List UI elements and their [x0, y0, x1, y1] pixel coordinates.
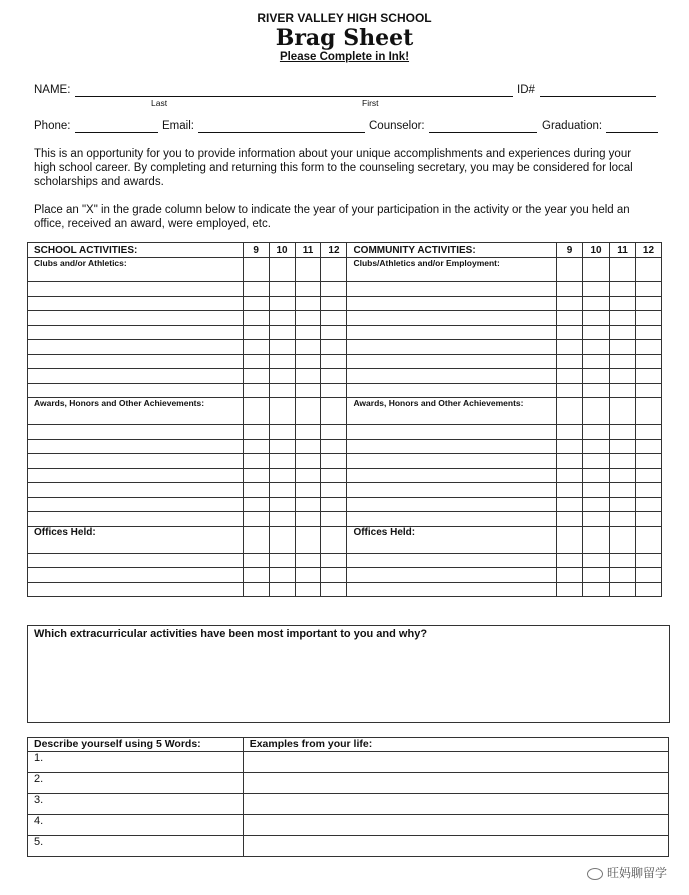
grade-checkbox[interactable]	[635, 582, 661, 597]
grade-checkbox[interactable]	[557, 383, 583, 398]
grade-checkbox[interactable]	[295, 512, 321, 527]
community-activity-cell[interactable]	[347, 568, 557, 583]
grade-checkbox[interactable]	[269, 398, 295, 425]
grade-checkbox[interactable]	[583, 325, 610, 340]
school-activity-cell[interactable]	[28, 512, 244, 527]
school-activity-cell[interactable]	[28, 296, 244, 311]
grade-checkbox[interactable]	[557, 425, 583, 440]
school-activity-cell[interactable]	[28, 425, 244, 440]
grade-checkbox[interactable]	[557, 454, 583, 469]
grade-checkbox[interactable]	[557, 296, 583, 311]
grade-checkbox[interactable]	[583, 282, 610, 297]
grade-checkbox[interactable]	[321, 553, 347, 568]
name-field[interactable]	[75, 96, 513, 97]
grade-checkbox[interactable]	[269, 512, 295, 527]
example-cell[interactable]	[243, 773, 668, 794]
community-activity-cell[interactable]	[347, 383, 557, 398]
school-activity-cell[interactable]	[28, 383, 244, 398]
grade-checkbox[interactable]	[321, 454, 347, 469]
grade-checkbox[interactable]	[269, 582, 295, 597]
graduation-field[interactable]	[606, 132, 658, 133]
counselor-label: Counselor:	[369, 120, 425, 132]
grade-checkbox[interactable]	[243, 468, 269, 483]
grade-checkbox[interactable]	[635, 454, 661, 469]
grade-checkbox[interactable]	[321, 512, 347, 527]
community-activity-cell[interactable]	[347, 296, 557, 311]
subtitle-text: Please Complete in Ink!	[279, 51, 410, 63]
grade-checkbox[interactable]	[635, 483, 661, 498]
grade-checkbox[interactable]	[610, 497, 636, 512]
grade-checkbox[interactable]	[243, 354, 269, 369]
school-activity-cell[interactable]	[28, 468, 244, 483]
grade-checkbox[interactable]	[295, 398, 321, 425]
grade-checkbox[interactable]	[557, 398, 583, 425]
grade-checkbox[interactable]	[243, 369, 269, 384]
grade-checkbox[interactable]	[269, 325, 295, 340]
grade-checkbox[interactable]	[243, 311, 269, 326]
grade-checkbox[interactable]	[583, 425, 610, 440]
grade-checkbox[interactable]	[295, 258, 321, 282]
grade-checkbox[interactable]	[583, 568, 610, 583]
grade-checkbox[interactable]	[610, 512, 636, 527]
community-activity-cell[interactable]: Awards, Honors and Other Achievements:	[347, 398, 557, 425]
school-activity-cell[interactable]	[28, 553, 244, 568]
grade-checkbox[interactable]	[610, 258, 636, 282]
grade-checkbox[interactable]	[635, 258, 661, 282]
email-field[interactable]	[198, 132, 365, 133]
grade-checkbox[interactable]	[243, 512, 269, 527]
grade-checkbox[interactable]	[610, 526, 636, 553]
grade-checkbox[interactable]	[269, 468, 295, 483]
grade-checkbox[interactable]	[635, 468, 661, 483]
word-item[interactable]: 2.	[28, 773, 244, 794]
grade-checkbox[interactable]	[243, 398, 269, 425]
grade-checkbox[interactable]	[583, 582, 610, 597]
grade-checkbox[interactable]	[557, 439, 583, 454]
grade-checkbox[interactable]	[269, 369, 295, 384]
id-label: ID#	[517, 84, 535, 96]
grade-checkbox[interactable]	[269, 354, 295, 369]
community-activity-cell[interactable]	[347, 425, 557, 440]
grade-checkbox[interactable]	[269, 439, 295, 454]
subtitle	[0, 51, 689, 63]
grade-checkbox[interactable]	[321, 369, 347, 384]
grade-header: 12	[635, 243, 661, 258]
school-activity-cell[interactable]	[28, 325, 244, 340]
grade-checkbox[interactable]	[557, 369, 583, 384]
grade-checkbox[interactable]	[269, 483, 295, 498]
grade-checkbox[interactable]	[321, 296, 347, 311]
grade-checkbox[interactable]	[610, 468, 636, 483]
community-activity-cell[interactable]	[347, 582, 557, 597]
grade-checkbox[interactable]	[295, 526, 321, 553]
grade-checkbox[interactable]	[557, 582, 583, 597]
grade-checkbox[interactable]	[243, 340, 269, 355]
grade-checkbox[interactable]	[321, 354, 347, 369]
grade-checkbox[interactable]	[583, 454, 610, 469]
grade-checkbox[interactable]	[610, 398, 636, 425]
word-item[interactable]: 5.	[28, 836, 244, 857]
grade-checkbox[interactable]	[269, 454, 295, 469]
grade-checkbox[interactable]	[583, 526, 610, 553]
grade-checkbox[interactable]	[295, 497, 321, 512]
grade-checkbox[interactable]	[635, 497, 661, 512]
community-activity-cell[interactable]	[347, 340, 557, 355]
grade-checkbox[interactable]	[269, 340, 295, 355]
watermark-text: 旺妈聊留学	[606, 866, 667, 880]
grade-checkbox[interactable]	[295, 468, 321, 483]
grade-checkbox[interactable]	[583, 311, 610, 326]
grade-checkbox[interactable]	[635, 383, 661, 398]
grade-header: 9	[557, 243, 583, 258]
grade-checkbox[interactable]	[635, 325, 661, 340]
grade-checkbox[interactable]	[243, 526, 269, 553]
community-activity-cell[interactable]	[347, 354, 557, 369]
grade-checkbox[interactable]	[321, 282, 347, 297]
school-activity-cell[interactable]	[28, 454, 244, 469]
grade-checkbox[interactable]	[583, 383, 610, 398]
grade-checkbox[interactable]	[557, 325, 583, 340]
word-item[interactable]: 1.	[28, 752, 244, 773]
grade-checkbox[interactable]	[243, 568, 269, 583]
school-activity-cell[interactable]	[28, 497, 244, 512]
grade-checkbox[interactable]	[321, 311, 347, 326]
grade-checkbox[interactable]	[295, 340, 321, 355]
grade-checkbox[interactable]	[635, 282, 661, 297]
grade-checkbox[interactable]	[321, 497, 347, 512]
school-activity-cell[interactable]	[28, 354, 244, 369]
grade-checkbox[interactable]	[557, 354, 583, 369]
community-activity-cell[interactable]	[347, 282, 557, 297]
grade-checkbox[interactable]	[557, 553, 583, 568]
grade-checkbox[interactable]	[635, 354, 661, 369]
grade-checkbox[interactable]	[583, 354, 610, 369]
grade-header: 10	[269, 243, 295, 258]
grade-header: 10	[583, 243, 610, 258]
grade-checkbox[interactable]	[635, 311, 661, 326]
grade-checkbox[interactable]	[243, 258, 269, 282]
grade-checkbox[interactable]	[269, 497, 295, 512]
grade-checkbox[interactable]	[243, 325, 269, 340]
grade-checkbox[interactable]	[321, 340, 347, 355]
school-activity-cell[interactable]	[28, 311, 244, 326]
grade-checkbox[interactable]	[583, 553, 610, 568]
community-activity-cell[interactable]	[347, 439, 557, 454]
grade-checkbox[interactable]	[295, 354, 321, 369]
school-activity-cell[interactable]	[28, 439, 244, 454]
grade-checkbox[interactable]	[295, 454, 321, 469]
community-activity-cell[interactable]	[347, 454, 557, 469]
grade-checkbox[interactable]	[557, 340, 583, 355]
grade-checkbox[interactable]	[321, 568, 347, 583]
grade-checkbox[interactable]	[295, 553, 321, 568]
grade-checkbox[interactable]	[321, 325, 347, 340]
five-words-table	[27, 737, 669, 857]
grade-checkbox[interactable]	[583, 468, 610, 483]
grade-checkbox[interactable]	[269, 258, 295, 282]
community-activity-cell[interactable]: Offices Held:	[347, 526, 557, 553]
chat-bubble-icon	[587, 868, 603, 880]
grade-checkbox[interactable]	[557, 311, 583, 326]
school-activity-cell[interactable]	[28, 282, 244, 297]
community-activity-cell[interactable]	[347, 325, 557, 340]
grade-checkbox[interactable]	[610, 568, 636, 583]
community-activities-header: COMMUNITY ACTIVITIES:	[347, 243, 557, 258]
first-label: First	[362, 98, 379, 108]
grade-checkbox[interactable]	[295, 296, 321, 311]
watermark	[587, 864, 667, 881]
grade-checkbox[interactable]	[610, 483, 636, 498]
grade-checkbox[interactable]	[269, 296, 295, 311]
name-label: NAME:	[34, 84, 71, 96]
grade-checkbox[interactable]	[269, 425, 295, 440]
grade-checkbox[interactable]	[269, 568, 295, 583]
important-activities-box[interactable]	[27, 625, 670, 723]
grade-checkbox[interactable]	[243, 454, 269, 469]
grade-checkbox[interactable]	[635, 526, 661, 553]
grade-checkbox[interactable]	[610, 340, 636, 355]
grade-checkbox[interactable]	[635, 568, 661, 583]
word-item[interactable]: 3.	[28, 794, 244, 815]
grade-checkbox[interactable]	[610, 553, 636, 568]
grade-checkbox[interactable]	[635, 398, 661, 425]
last-label: Last	[151, 98, 168, 108]
id-field[interactable]	[540, 96, 656, 97]
grade-checkbox[interactable]	[321, 526, 347, 553]
community-activity-cell[interactable]	[347, 553, 557, 568]
grade-checkbox[interactable]	[321, 582, 347, 597]
grade-checkbox[interactable]	[321, 258, 347, 282]
grade-checkbox[interactable]	[295, 568, 321, 583]
grade-checkbox[interactable]	[610, 311, 636, 326]
grade-checkbox[interactable]	[243, 483, 269, 498]
grade-header: 9	[243, 243, 269, 258]
grade-checkbox[interactable]	[635, 425, 661, 440]
grade-checkbox[interactable]	[557, 258, 583, 282]
grade-header: 12	[321, 243, 347, 258]
word-item[interactable]: 4.	[28, 815, 244, 836]
grade-checkbox[interactable]	[557, 526, 583, 553]
grade-checkbox[interactable]	[557, 468, 583, 483]
community-activity-cell[interactable]: Clubs/Athletics and/or Employment:	[347, 258, 557, 282]
example-cell[interactable]	[243, 752, 668, 773]
page-title: Brag Sheet	[275, 25, 414, 51]
school-activity-cell[interactable]	[28, 369, 244, 384]
examples-header: Examples from your life:	[243, 738, 668, 752]
school-name: RIVER VALLEY HIGH SCHOOL	[257, 11, 432, 25]
grade-checkbox[interactable]	[583, 398, 610, 425]
instructions-paragraph: Place an "X" in the grade column below to indicate the year of your participation in the activity or the year you held an office, received an award, were employed, etc.	[34, 204, 630, 230]
school-activity-cell[interactable]	[28, 483, 244, 498]
grade-checkbox[interactable]	[295, 439, 321, 454]
grade-checkbox[interactable]	[295, 483, 321, 498]
five-words-header: Describe yourself using 5 Words:	[28, 738, 244, 752]
grade-checkbox[interactable]	[583, 296, 610, 311]
community-activity-cell[interactable]	[347, 497, 557, 512]
grade-checkbox[interactable]	[610, 369, 636, 384]
grade-checkbox[interactable]	[610, 296, 636, 311]
school-activity-cell[interactable]	[28, 340, 244, 355]
grade-checkbox[interactable]	[321, 398, 347, 425]
grade-checkbox[interactable]	[269, 526, 295, 553]
grade-checkbox[interactable]	[635, 296, 661, 311]
community-activity-cell[interactable]	[347, 369, 557, 384]
community-activity-cell[interactable]	[347, 512, 557, 527]
grade-checkbox[interactable]	[295, 425, 321, 440]
grade-checkbox[interactable]	[557, 497, 583, 512]
school-activity-cell[interactable]: Awards, Honors and Other Achievements:	[28, 398, 244, 425]
grade-checkbox[interactable]	[583, 497, 610, 512]
grade-checkbox[interactable]	[557, 512, 583, 527]
grade-checkbox[interactable]	[610, 354, 636, 369]
grade-checkbox[interactable]	[610, 425, 636, 440]
grade-checkbox[interactable]	[557, 483, 583, 498]
grade-checkbox[interactable]	[635, 512, 661, 527]
grade-checkbox[interactable]	[295, 325, 321, 340]
grade-checkbox[interactable]	[321, 468, 347, 483]
example-cell[interactable]	[243, 836, 668, 857]
phone-field[interactable]	[75, 132, 158, 133]
activities-table	[27, 242, 662, 597]
grade-checkbox[interactable]	[295, 582, 321, 597]
grade-checkbox[interactable]	[243, 383, 269, 398]
community-activity-cell[interactable]	[347, 311, 557, 326]
grade-checkbox[interactable]	[243, 553, 269, 568]
grade-checkbox[interactable]	[243, 497, 269, 512]
phone-label: Phone:	[34, 120, 71, 132]
grade-header: 11	[610, 243, 636, 258]
grade-checkbox[interactable]	[583, 483, 610, 498]
important-activities-question: Which extracurricular activities have been most important to you and why?	[34, 628, 428, 640]
grade-checkbox[interactable]	[243, 439, 269, 454]
grade-checkbox[interactable]	[321, 483, 347, 498]
grade-checkbox[interactable]	[610, 454, 636, 469]
counselor-field[interactable]	[429, 132, 537, 133]
community-activity-cell[interactable]	[347, 483, 557, 498]
grade-checkbox[interactable]	[269, 311, 295, 326]
grade-checkbox[interactable]	[557, 282, 583, 297]
community-activity-cell[interactable]	[347, 468, 557, 483]
grade-checkbox[interactable]	[610, 383, 636, 398]
grade-checkbox[interactable]	[295, 369, 321, 384]
grade-checkbox[interactable]	[610, 439, 636, 454]
grade-checkbox[interactable]	[321, 383, 347, 398]
grade-checkbox[interactable]	[321, 425, 347, 440]
grade-checkbox[interactable]	[610, 325, 636, 340]
grade-checkbox[interactable]	[243, 296, 269, 311]
grade-checkbox[interactable]	[583, 369, 610, 384]
grade-checkbox[interactable]	[583, 258, 610, 282]
grade-checkbox[interactable]	[243, 282, 269, 297]
example-cell[interactable]	[243, 815, 668, 836]
grade-checkbox[interactable]	[295, 383, 321, 398]
grade-checkbox[interactable]	[557, 568, 583, 583]
grade-checkbox[interactable]	[243, 582, 269, 597]
graduation-label: Graduation:	[542, 120, 603, 132]
grade-checkbox[interactable]	[583, 439, 610, 454]
example-cell[interactable]	[243, 794, 668, 815]
intro-paragraph: This is an opportunity for you to provide information about your unique accomplishments and experiences during your high school career. By completing and returning this form to the counseling secretary, you may be considered for local scholarships and awards.	[34, 148, 633, 188]
grade-checkbox[interactable]	[635, 340, 661, 355]
grade-checkbox[interactable]	[269, 383, 295, 398]
grade-checkbox[interactable]	[295, 282, 321, 297]
grade-header: 11	[295, 243, 321, 258]
grade-checkbox[interactable]	[610, 282, 636, 297]
grade-checkbox[interactable]	[583, 340, 610, 355]
grade-checkbox[interactable]	[243, 425, 269, 440]
school-activity-cell[interactable]	[28, 582, 244, 597]
grade-checkbox[interactable]	[635, 369, 661, 384]
grade-checkbox[interactable]	[269, 553, 295, 568]
grade-checkbox[interactable]	[583, 512, 610, 527]
school-activity-cell[interactable]: Clubs and/or Athletics:	[28, 258, 244, 282]
grade-checkbox[interactable]	[269, 282, 295, 297]
grade-checkbox[interactable]	[295, 311, 321, 326]
school-activities-header: SCHOOL ACTIVITIES:	[28, 243, 244, 258]
grade-checkbox[interactable]	[610, 582, 636, 597]
school-activity-cell[interactable]: Offices Held:	[28, 526, 244, 553]
grade-checkbox[interactable]	[635, 439, 661, 454]
school-activity-cell[interactable]	[28, 568, 244, 583]
grade-checkbox[interactable]	[635, 553, 661, 568]
grade-checkbox[interactable]	[321, 439, 347, 454]
email-label: Email:	[162, 120, 194, 132]
